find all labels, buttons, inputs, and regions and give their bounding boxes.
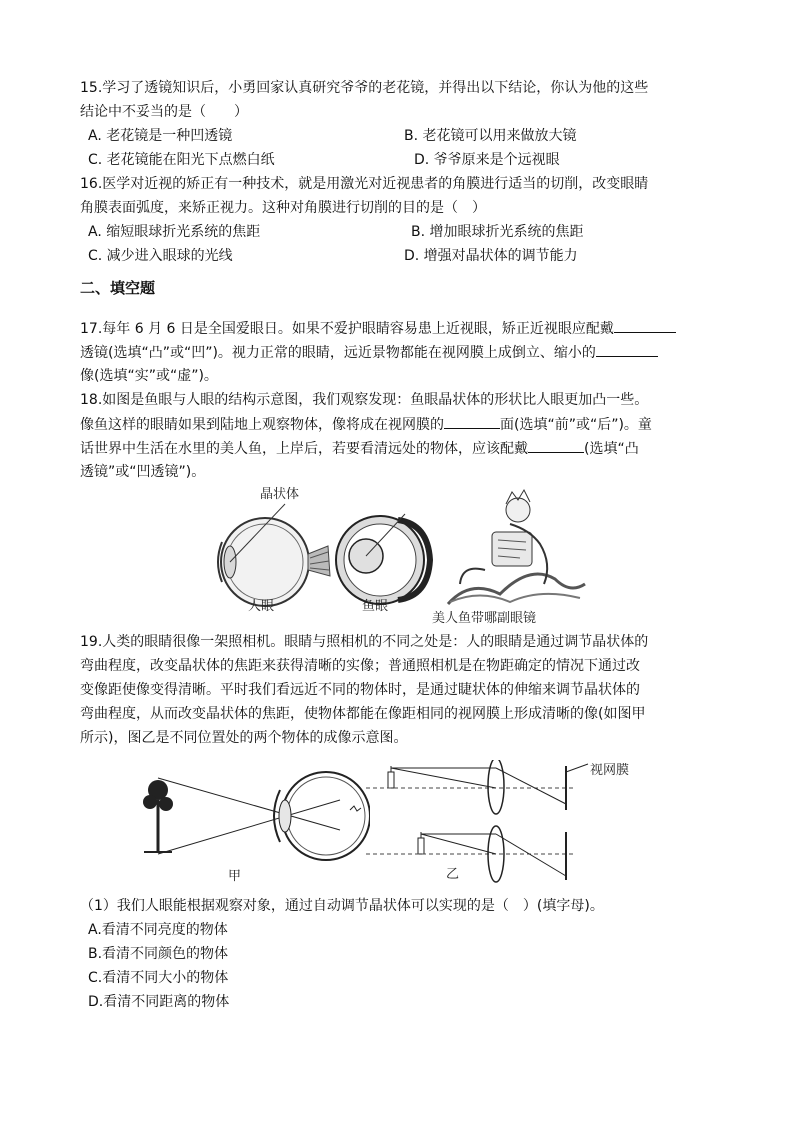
q16-option-b[interactable]: B. 增加眼球折光系统的焦距 xyxy=(411,224,584,240)
q17-line1-text: 17.每年 6 月 6 日是全国爱眼日。如果不爱护眼睛容易患上近视眼，矫正近视眼应配戴 xyxy=(80,321,614,337)
q18-line3-text-b: (选填“凸 xyxy=(584,441,639,457)
q17-line2 xyxy=(80,342,658,363)
q17-blank-2[interactable] xyxy=(596,342,658,357)
tree-icon xyxy=(143,780,173,852)
eye-cross-section xyxy=(274,772,370,860)
human-eye-diagram xyxy=(218,504,330,606)
lens-label: 晶状体 xyxy=(260,487,300,502)
q17-line2-text: 透镜(选填“凸”或“凹”)。视力正常的眼睛，远近景物都能在视网膜上成倒立、缩小的 xyxy=(80,345,596,361)
fish-eye-diagram xyxy=(336,514,430,604)
q18-line3-text-a: 话世界中生活在水里的美人鱼，上岸后，若要看清远处的物体，应该配戴 xyxy=(80,441,528,457)
q15-stem-line2: 结论中不妥当的是（ ） xyxy=(80,104,248,120)
q19-figure-jia xyxy=(140,760,370,886)
fish-eye-label: 鱼眼 xyxy=(362,599,389,614)
q16-stem-line2: 角膜表面弧度，来矫正视力。这种对角膜进行切削的目的是（ ） xyxy=(80,200,486,216)
q17-line3: 像(选填“实”或“虚”)。 xyxy=(80,368,218,384)
q15-option-b[interactable]: B. 老花镜可以用来做放大镜 xyxy=(404,128,577,144)
q18-line2-text-b: 面(选填“前”或“后”)。童 xyxy=(500,417,652,433)
q19-figure-yi xyxy=(366,760,646,886)
q16-stem-line1: 16.医学对近视的矫正有一种技术，就是用激光对近视患者的角膜进行适当的切削，改变眼睛 xyxy=(80,176,649,192)
q15-option-d[interactable]: D. 爷爷原来是个远视眼 xyxy=(414,152,560,168)
q19-line4: 弯曲程度，从而改变晶状体的焦距，使物体都能在像距相同的视网膜上形成清晰的像(如图甲 xyxy=(80,706,646,722)
q15-option-c[interactable]: C. 老花镜能在阳光下点燃白纸 xyxy=(88,152,275,168)
figure-jia-label: 甲 xyxy=(228,869,242,884)
q19-line1: 19.人类的眼睛很像一架照相机。眼睛与照相机的不同之处是：人的眼睛是通过调节晶状体的 xyxy=(80,634,649,650)
q18-blank-1[interactable] xyxy=(444,414,500,429)
q17-line1 xyxy=(80,318,676,339)
q19-line3: 变像距使像变得清晰。平时我们看远近不同的物体时，是通过睫状体的伸缩来调节晶状体的 xyxy=(80,682,640,698)
section-title: 二、填空题 xyxy=(80,279,156,297)
retina-label: 视网膜 xyxy=(590,763,630,778)
figure-yi-label: 乙 xyxy=(446,867,460,882)
mermaid-illustration xyxy=(448,490,585,604)
q18-line1: 18.如图是鱼眼与人眼的结构示意图，我们观察发现：鱼眼晶状体的形状比人眼更加凸一些。 xyxy=(80,392,649,408)
q16-option-c[interactable]: C. 减少进入眼球的光线 xyxy=(88,248,233,264)
q19-sub1-option-d[interactable]: D.看清不同距离的物体 xyxy=(88,994,230,1010)
q15-option-a[interactable]: A. 老花镜是一种凹透镜 xyxy=(88,128,233,144)
human-eye-label: 人眼 xyxy=(248,599,275,614)
candle-icon xyxy=(418,832,424,854)
q19-sub1-option-c[interactable]: C.看清不同大小的物体 xyxy=(88,970,229,986)
q18-blank-2[interactable] xyxy=(528,438,584,453)
q18-line2 xyxy=(80,414,652,435)
q19-sub1-option-a[interactable]: A.看清不同亮度的物体 xyxy=(88,922,228,938)
q19-line2: 弯曲程度，改变晶状体的焦距来获得清晰的实像；普通照相机是在物距确定的情况下通过改 xyxy=(80,658,640,674)
q19-sub1-stem: （1）我们人眼能根据观察对象，通过自动调节晶状体可以实现的是（ ）(填字母)。 xyxy=(80,898,604,914)
q19-line5: 所示)，图乙是不同位置处的两个物体的成像示意图。 xyxy=(80,730,408,746)
q16-option-a[interactable]: A. 缩短眼球折光系统的焦距 xyxy=(88,224,261,240)
q16-option-d[interactable]: D. 增强对晶状体的调节能力 xyxy=(404,248,578,264)
candle-icon xyxy=(388,766,394,788)
q18-line2-text-a: 像鱼这样的眼睛如果到陆地上观察物体，像将成在视网膜的 xyxy=(80,417,444,433)
q18-eye-figure xyxy=(200,484,590,626)
q17-blank-1[interactable] xyxy=(614,318,676,333)
q15-stem-line1: 15.学习了透镜知识后，小勇回家认真研究爷爷的老花镜，并得出以下结论，你认为他的这些 xyxy=(80,80,649,96)
q19-sub1-option-b[interactable]: B.看清不同颜色的物体 xyxy=(88,946,229,962)
mermaid-label: 美人鱼带哪副眼镜 xyxy=(432,611,537,626)
q18-line4: 透镜”或“凹透镜”)。 xyxy=(80,464,206,480)
q18-line3 xyxy=(80,438,639,459)
